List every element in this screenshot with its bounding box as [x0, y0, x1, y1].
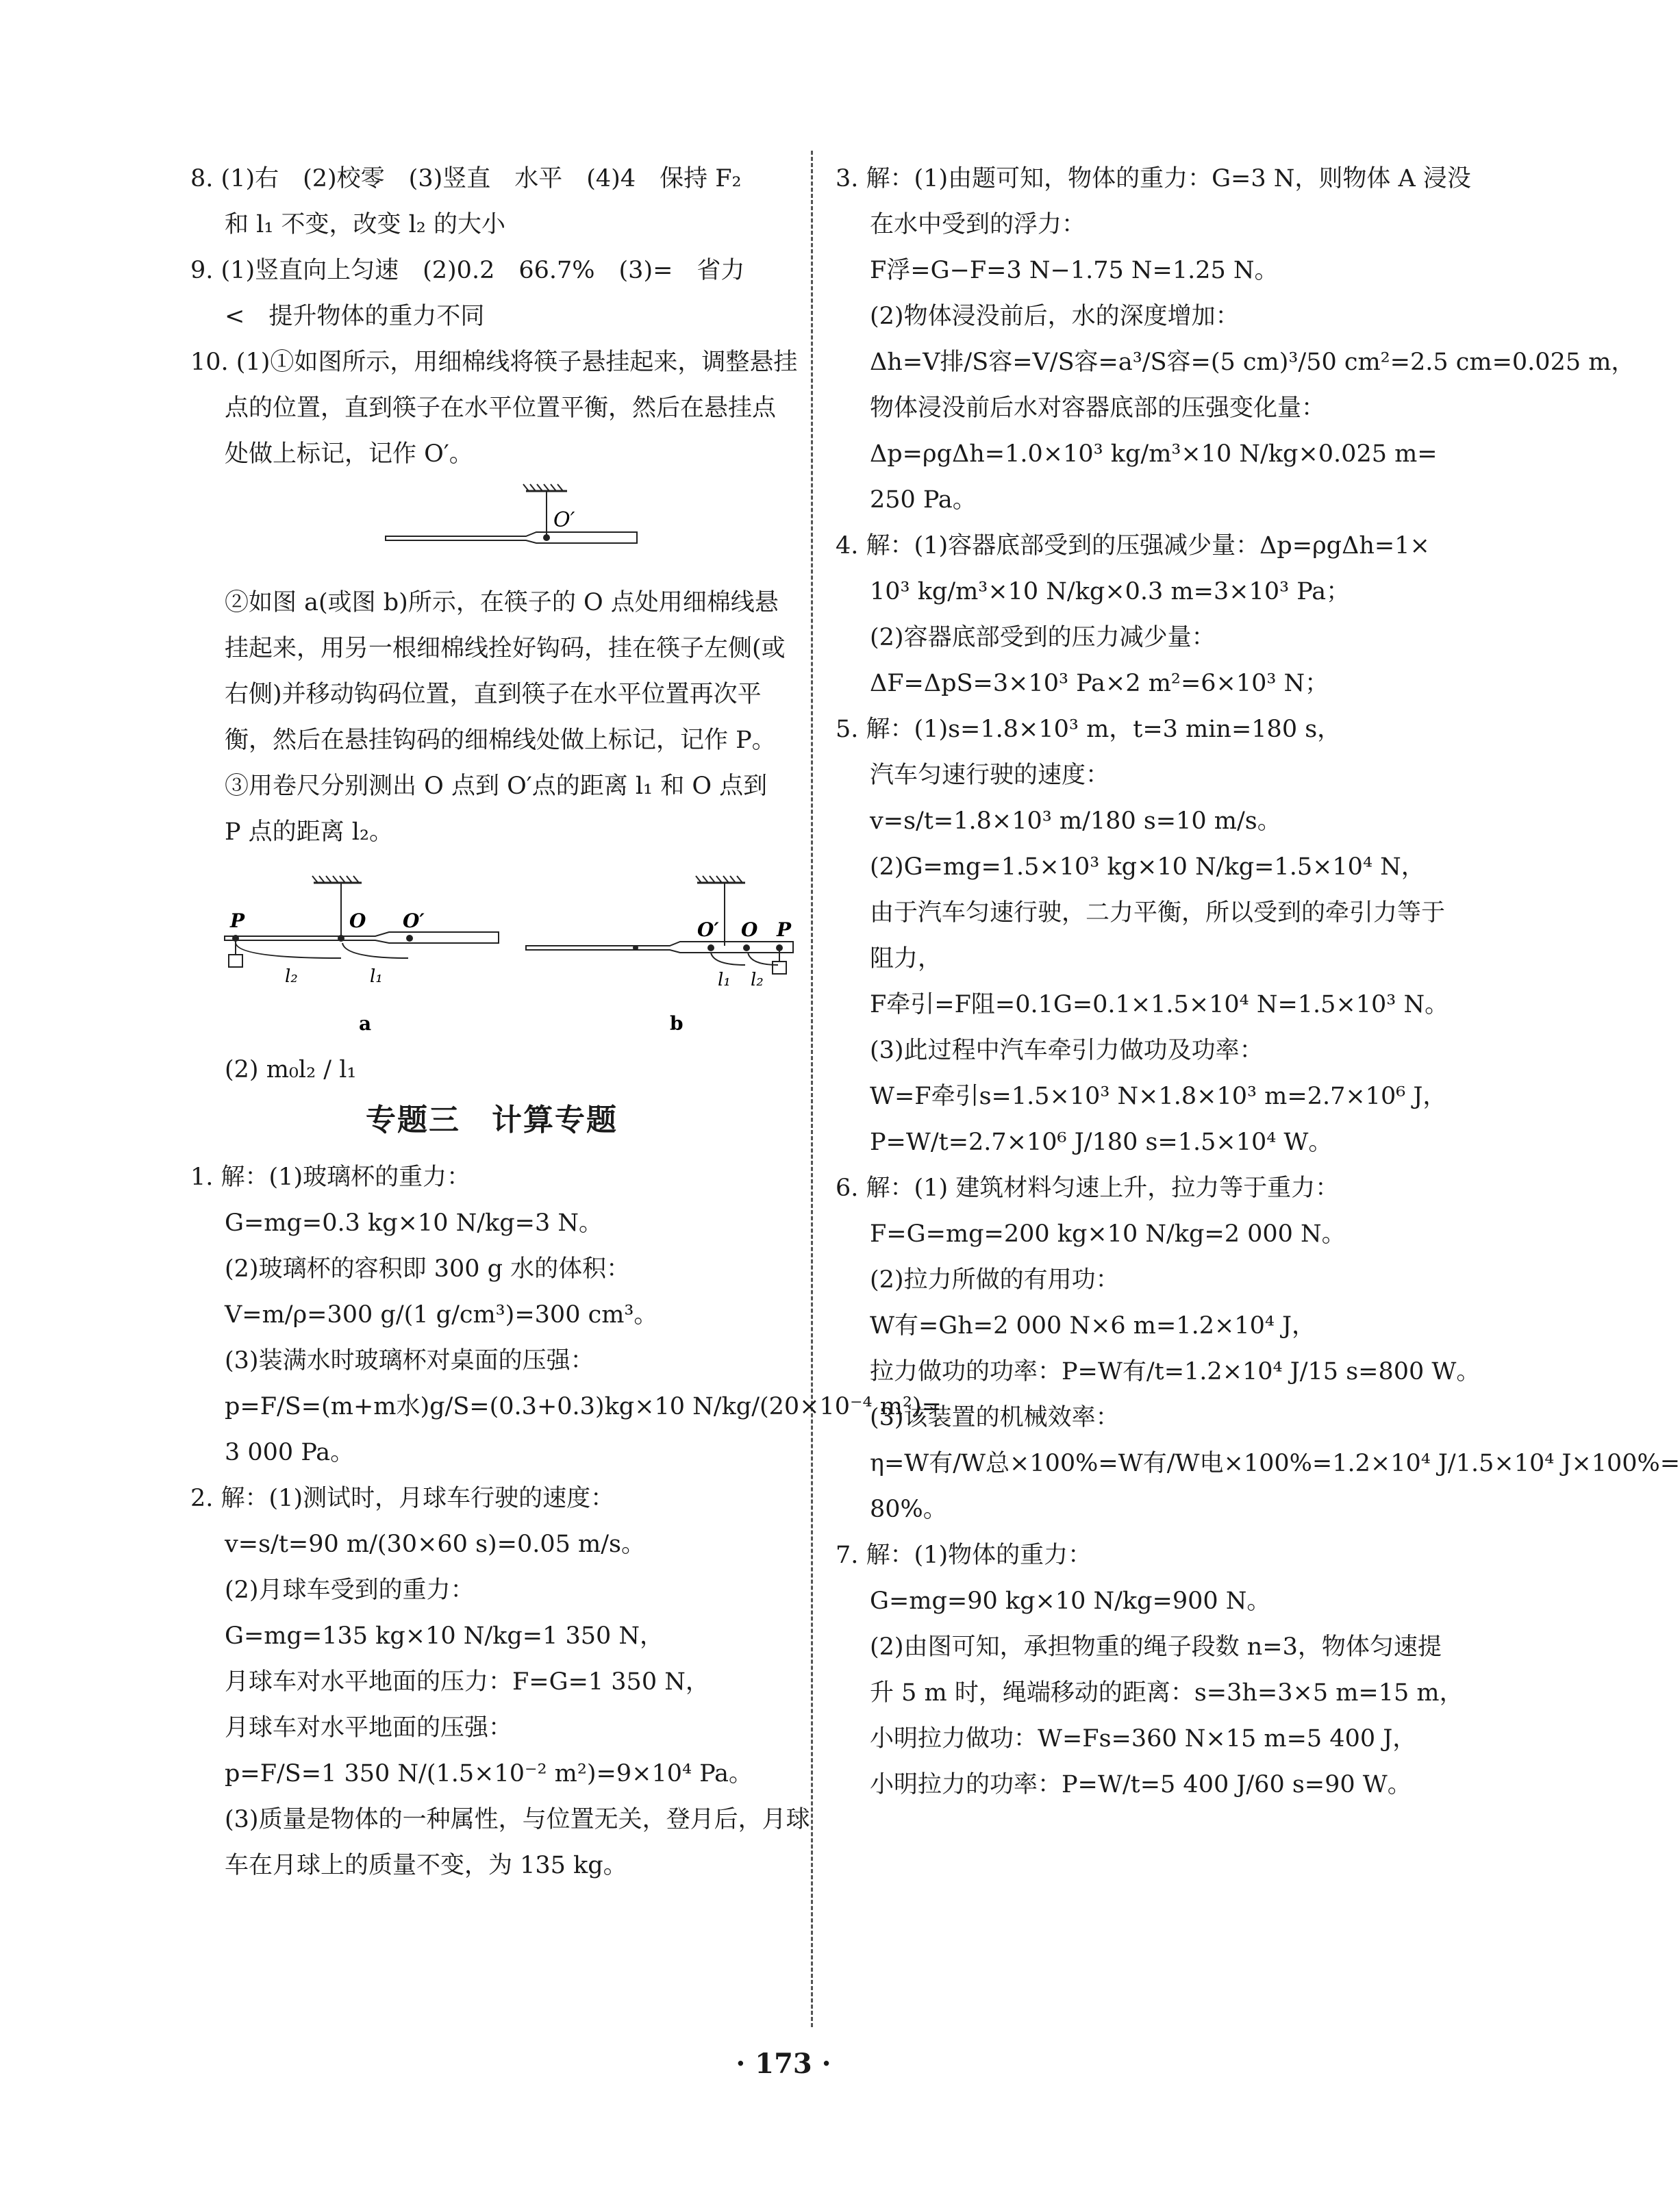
- answer-line: 右侧)并移动钩码位置，直到筷子在水平位置再次平: [225, 681, 762, 708]
- fig-b-l2-label: l₂: [751, 970, 764, 990]
- answer-line: G=mg=135 kg×10 N/kg=1 350 N，: [225, 1622, 664, 1650]
- answer-line: (2)由图可知，承担物重的绳子段数 n=3，物体匀速提: [870, 1633, 1442, 1661]
- answer-line: (2)物体浸没前后，水的深度增加：: [870, 303, 1240, 330]
- figure-a: [225, 876, 499, 1035]
- answer-line: P=W/t=2.7×10⁶ J/180 s=1.5×10⁴ W。: [870, 1129, 1333, 1156]
- fig-a-caption: a: [359, 1012, 372, 1035]
- fig-a-l1-label: l₁: [370, 966, 383, 987]
- answer-line: 物体浸没前后水对容器底部的压强变化量：: [870, 394, 1326, 422]
- answer-line: p=F/S=(m+m水)g/S=(0.3+0.3)kg×10 N/kg/(20×10⁻⁴ m²)=: [225, 1393, 942, 1420]
- answer-line: F=G=mg=200 kg×10 N/kg=2 000 N。: [870, 1220, 1346, 1248]
- answer-line: (2)月球车受到的重力：: [225, 1577, 475, 1604]
- answer-line: (2)拉力所做的有用功：: [870, 1266, 1120, 1294]
- answer-line: Δp=ρgΔh=1.0×10³ kg/m³×10 N/kg×0.025 m=: [870, 440, 1438, 468]
- right-column: [836, 156, 1680, 1808]
- answer-line: 6. 解：(1) 建筑材料匀速上升，拉力等于重力：: [836, 1175, 1340, 1202]
- chopstick-balance-figure: [190, 477, 793, 580]
- answer-line: 3 000 Pa。: [225, 1439, 355, 1466]
- answer-line: P 点的距离 l₂。: [225, 818, 394, 846]
- answer-line: 月球车对水平地面的压力：F=G=1 350 N，: [225, 1668, 710, 1696]
- answer-line: 10. (1)①如图所示，用细棉线将筷子悬挂起来，调整悬挂: [190, 349, 798, 376]
- answer-line: 10³ kg/m³×10 N/kg×0.3 m=3×10³ Pa；: [870, 578, 1351, 605]
- answer-line: 处做上标记，记作 O′。: [225, 440, 473, 468]
- answer-line: 点的位置，直到筷子在水平位置平衡，然后在悬挂点: [225, 394, 777, 422]
- section-title: 专题三 计算专题: [366, 1103, 618, 1138]
- column-divider: [811, 151, 813, 2027]
- fig-a-o-label: O: [349, 909, 366, 932]
- answer-line: F浮=G−F=3 N−1.75 N=1.25 N。: [870, 257, 1279, 284]
- answer-line: 升 5 m 时，绳端移动的距离：s=3h=3×5 m=15 m，: [870, 1679, 1464, 1707]
- answer-line: 挂起来，用另一根细棉线拴好钩码，挂在筷子左侧(或: [225, 635, 786, 662]
- answer-line: 9. (1)竖直向上匀速 (2)0.2 66.7% (3)= 省力: [190, 257, 745, 284]
- answer-line: (2) m₀l₂ / l₁: [225, 1056, 357, 1083]
- page-number: · 173 ·: [736, 2048, 831, 2080]
- fig-b-p-label: P: [777, 918, 792, 941]
- answer-line: 3. 解：(1)由题可知，物体的重力：G=3 N，则物体 A 浸没: [836, 165, 1471, 192]
- answer-line: v=s/t=90 m/(30×60 s)=0.05 m/s。: [225, 1531, 646, 1558]
- answer-line: F牵引=F阻=0.1G=0.1×1.5×10⁴ N=1.5×10³ N。: [870, 991, 1449, 1018]
- answer-line: 拉力做功的功率：P=W有/t=1.2×10⁴ J/15 s=800 W。: [870, 1358, 1481, 1385]
- answer-line: W有=Gh=2 000 N×6 m=1.2×10⁴ J，: [870, 1312, 1316, 1340]
- answer-line: 1. 解：(1)玻璃杯的重力：: [190, 1164, 471, 1191]
- figure-b: [526, 876, 793, 1035]
- answer-line: η=W有/W总×100%=W有/W电×100%=1.2×10⁴ J/1.5×10⁴ J×100%=: [870, 1450, 1680, 1477]
- answer-line: (3)质量是物体的一种属性，与位置无关，登月后，月球: [225, 1806, 810, 1833]
- answer-line: 250 Pa。: [870, 486, 977, 514]
- answer-line: G=mg=0.3 kg×10 N/kg=3 N。: [225, 1209, 603, 1237]
- answer-line: 小明拉力做功：W=Fs=360 N×15 m=5 400 J，: [870, 1725, 1417, 1753]
- figure-a-b: [190, 855, 793, 1047]
- fig-b-l1-label: l₁: [718, 970, 731, 990]
- answer-line: 4. 解：(1)容器底部受到的压强减少量：Δp=ρgΔh=1×: [836, 532, 1430, 560]
- answer-line: v=s/t=1.8×10³ m/180 s=10 m/s。: [870, 807, 1281, 835]
- fig-a-oprime-label: O′: [403, 909, 425, 932]
- answer-line: (3)装满水时玻璃杯对桌面的压强：: [225, 1347, 594, 1374]
- answer-line: 8. (1)右 (2)校零 (3)竖直 水平 (4)4 保持 F₂: [190, 165, 742, 192]
- answer-line: (3)该装置的机械效率：: [870, 1404, 1120, 1431]
- answer-line: 80%。: [870, 1496, 947, 1523]
- answer-line: V=m/ρ=300 g/(1 g/cm³)=300 cm³。: [225, 1301, 658, 1329]
- answer-line: 车在月球上的质量不变，为 135 kg。: [225, 1852, 627, 1879]
- lever-diagrams: [190, 855, 807, 1047]
- fig-b-o-label: O: [741, 918, 758, 941]
- fig-a-l2-label: l₂: [285, 966, 298, 987]
- answer-line: W=F牵引s=1.5×10³ N×1.8×10³ m=2.7×10⁶ J，: [870, 1083, 1447, 1110]
- answer-line: (2)容器底部受到的压力减少量：: [870, 624, 1216, 651]
- o-prime-label: O′: [553, 508, 575, 532]
- answer-line: 5. 解：(1)s=1.8×10³ m，t=3 min=180 s，: [836, 716, 1342, 743]
- fig-a-p-label: P: [230, 909, 245, 932]
- answer-line: 小明拉力的功率：P=W/t=5 400 J/60 s=90 W。: [870, 1771, 1412, 1798]
- answer-line: 月球车对水平地面的压强：: [225, 1714, 513, 1742]
- answer-line: 2. 解：(1)测试时，月球车行驶的速度：: [190, 1485, 615, 1512]
- answer-line: ③用卷尺分别测出 O 点到 O′点的距离 l₁ 和 O 点到: [225, 773, 768, 800]
- answer-line: ②如图 a(或图 b)所示，在筷子的 O 点处用细棉线悬: [225, 589, 779, 616]
- answer-line: 阻力，: [870, 945, 942, 972]
- answer-line: G=mg=90 kg×10 N/kg=900 N。: [870, 1587, 1271, 1615]
- answer-line: 7. 解：(1)物体的重力：: [836, 1542, 1092, 1569]
- answer-line: ΔF=ΔpS=3×10³ Pa×2 m²=6×10³ N；: [870, 670, 1329, 697]
- answer-line: 和 l₁ 不变，改变 l₂ 的大小: [225, 211, 505, 238]
- answer-line: 衡，然后在悬挂钩码的细棉线处做上标记，记作 P。: [225, 727, 776, 754]
- fig-b-caption: b: [670, 1012, 684, 1035]
- answer-line: (2)玻璃杯的容积即 300 g 水的体积：: [225, 1255, 631, 1283]
- answer-line: 在水中受到的浮力：: [870, 211, 1086, 238]
- answer-line: Δh=V排/S容=V/S容=a³/S容=(5 cm)³/50 cm²=2.5 cm=0.025 m，: [870, 349, 1635, 376]
- answer-line: 汽车匀速行驶的速度：: [870, 762, 1110, 789]
- fig-b-oprime-label: O′: [697, 918, 719, 941]
- answer-line: (2)G=mg=1.5×10³ kg×10 N/kg=1.5×10⁴ N，: [870, 853, 1425, 881]
- answer-line: (3)此过程中汽车牵引力做功及功率：: [870, 1037, 1264, 1064]
- chopstick-balance-diagram: [190, 477, 793, 580]
- answer-line: 由于汽车匀速行驶，二力平衡，所以受到的牵引力等于: [870, 899, 1446, 927]
- answer-line: < 提升物体的重力不同: [225, 303, 485, 330]
- answer-line: p=F/S=1 350 N/(1.5×10⁻² m²)=9×10⁴ Pa。: [225, 1760, 753, 1787]
